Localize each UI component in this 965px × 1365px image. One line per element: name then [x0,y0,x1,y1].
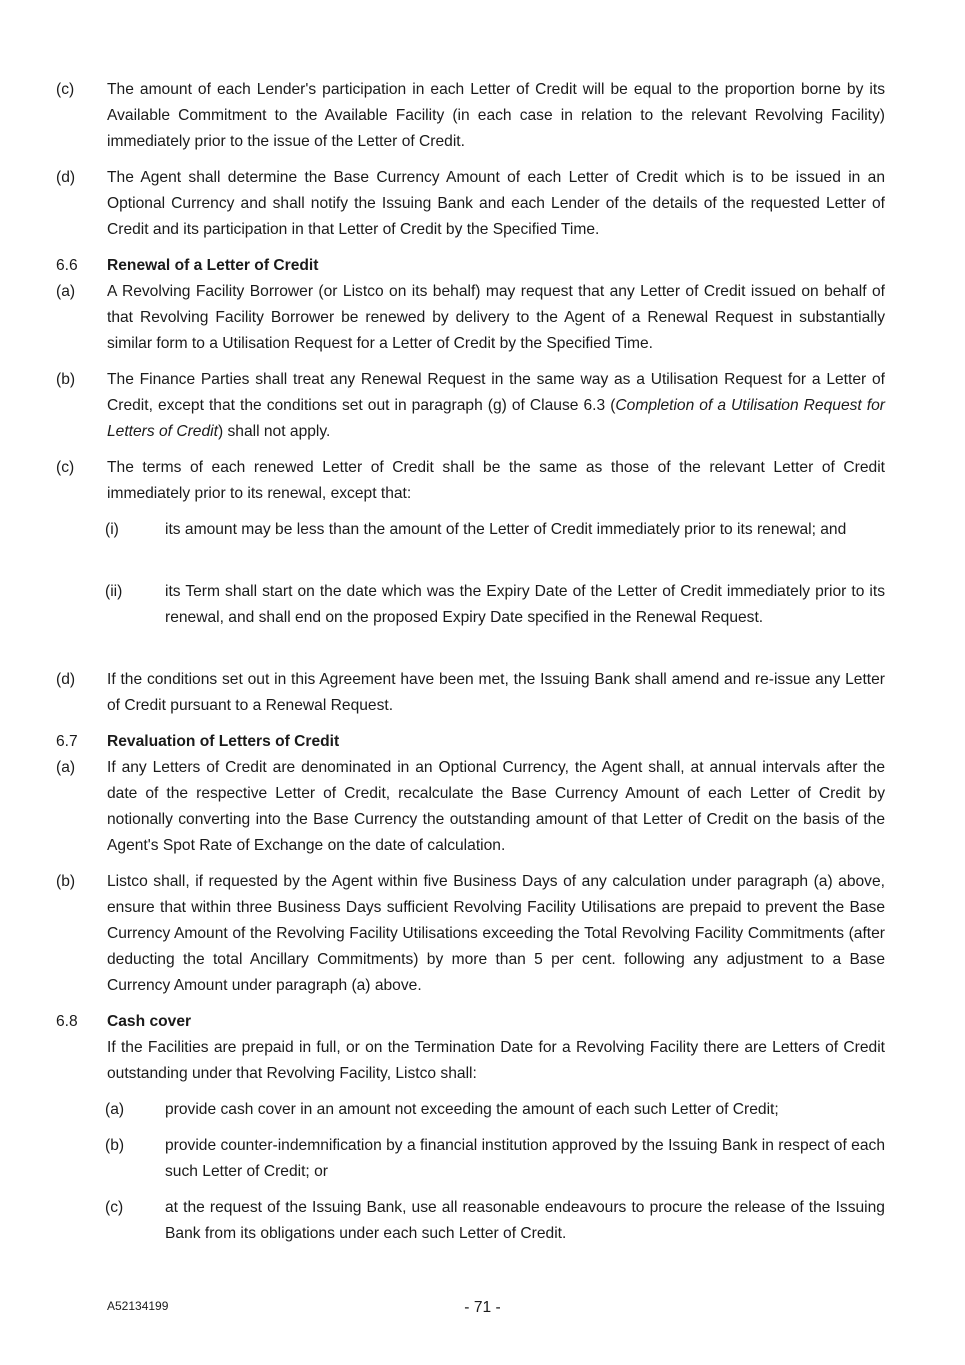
paragraph-number: (a) [56,283,76,300]
subparagraph-text: provide cash cover in an amount not exceeding the amount of each such Letter of Credit; [165,1101,779,1118]
paragraph-text: Listco shall, if requested by the Agent within five Business Days of any calculation under paragraph (a) above, ensure that within three Business Days sufficient Revolving Facility Utilisations are prepaid to prevent the Base Currency Amount of the Revolving Facility Utilisations exceeding the Total Revolving Facility Commitments (after deducting the total Ancillary Commitments) by more than 5 per cent. following any adjustment to a Base Currency Amount under paragraph (a) above. [107,873,885,994]
paragraph-6-6-d [56,667,885,719]
subparagraph-text: its amount may be less than the amount of the Letter of Credit immediately prior to its renewal; and [165,521,847,538]
paragraph-6-7-a [56,755,885,859]
subparagraph-text: its Term shall start on the date which was the Expiry Date of the Letter of Credit immediately prior to its renewal, and shall end on the proposed Expiry Date specified in the Renewal Request. [165,583,885,626]
paragraph-text: The terms of each renewed Letter of Credit shall be the same as those of the relevant Letter of Credit immediately prior to its renewal, except that: [107,459,885,502]
document-reference: A52134199 [107,1299,169,1313]
paragraph-text: The Agent shall determine the Base Currency Amount of each Letter of Credit which is to be issued in an Optional Currency and shall notify the Issuing Bank and each Lender of the details of the requested Letter of Credit and its participation in that Letter of Credit by the Specified Time. [107,169,885,238]
section-title: Revaluation of Letters of Credit [107,733,340,750]
paragraph-text: If the conditions set out in this Agreement have been met, the Issuing Bank shall amend and re-issue any Letter of Credit pursuant to a Renewal Request. [107,671,885,714]
section-heading-6-6 [56,253,885,279]
page-number: - 71 - [464,1299,501,1316]
paragraph-6-7-b [56,869,885,999]
paragraph-number: (d) [56,671,76,688]
section-title: Cash cover [107,1013,192,1030]
clause-reference: Completion of a Utilisation Request for Letters of Credit [107,397,885,440]
text-segment: The Finance Parties shall treat any Renewal Request in the same way as a Utilisation Request for a Letter of Credit, except that the conditions set out in paragraph (g) of Clause 6.3 ( [107,371,885,414]
subparagraph-6-6-c-i [105,517,885,543]
subparagraph-number: (c) [105,1199,124,1216]
paragraph-6-6-a [56,279,885,357]
paragraph-number: (a) [56,759,76,776]
paragraph-d-base-currency [56,165,885,243]
subparagraph-6-8-c [105,1195,885,1247]
paragraph-text: The amount of each Lender's participation in each Letter of Credit will be equal to the proportion borne by its Available Commitment to the Available Facility (in each case in relation to the relevant Revolving Facility) immediately prior to the issue of the Letter of Credit. [107,81,885,150]
paragraph-text: A Revolving Facility Borrower (or Listco on its behalf) may request that any Letter of Credit issued on behalf of that Revolving Facility Borrower be renewed by delivery to the Agent of a Renewal Request in substantially similar form to a Utilisation Request for a Letter of Credit by the Specified Time. [107,283,885,352]
paragraph-number: (c) [56,459,75,476]
section-6-8-intro: If the Facilities are prepaid in full, or on the Termination Date for a Revolving Facility there are Letters of Credit outstanding under that Revolving Facility, Listco shall: [107,1039,885,1082]
paragraph-6-6-b [56,367,885,445]
paragraph-number: (b) [56,371,76,388]
section-number: 6.8 [56,1013,78,1030]
paragraph-text [107,367,885,445]
paragraph-text: If any Letters of Credit are denominated in an Optional Currency, the Agent shall, at annual intervals after the date of the respective Letter of Credit, recalculate the Base Currency Amount of each Letter of Credit by notionally converting into the Base Currency the outstanding amount of that Letter of Credit on the basis of the Agent's Spot Rate of Exchange on the date of calculation. [107,759,885,854]
paragraph-number: (d) [56,169,76,186]
subparagraph-number: (ii) [105,583,123,600]
subparagraph-text: at the request of the Issuing Bank, use all reasonable endeavours to procure the release of the Issuing Bank from its obligations under each such Letter of Credit. [165,1199,885,1242]
subparagraph-6-8-b [105,1133,885,1185]
section-heading-6-7 [56,729,885,755]
subparagraph-6-6-c-ii [105,579,885,631]
section-title: Renewal of a Letter of Credit [107,257,319,274]
section-number: 6.6 [56,257,78,274]
subparagraph-number: (b) [105,1137,125,1154]
paragraph-6-6-c [56,455,885,507]
subparagraph-6-8-a [105,1097,885,1123]
text-segment: ) shall not apply. [217,423,331,440]
subparagraph-number: (i) [105,521,119,538]
paragraph-c-participation [56,77,885,155]
paragraph-number: (c) [56,81,75,98]
section-number: 6.7 [56,733,78,750]
section-heading-6-8 [56,1009,885,1035]
subparagraph-text: provide counter-indemnification by a financial institution approved by the Issuing Bank in respect of each such Letter of Credit; or [165,1137,885,1180]
subparagraph-number: (a) [105,1101,125,1118]
paragraph-number: (b) [56,873,76,890]
